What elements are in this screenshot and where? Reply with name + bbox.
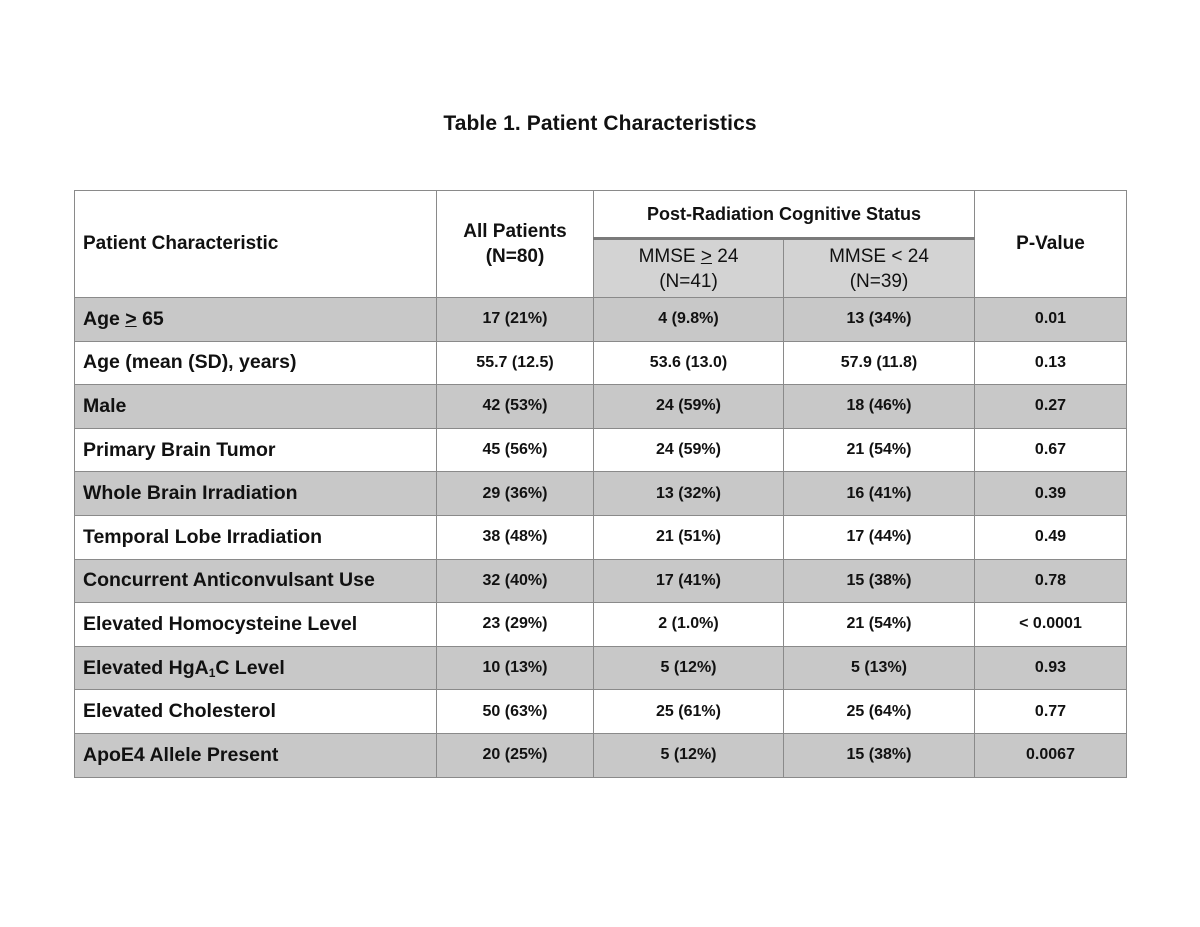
cell-p-value: 0.39 <box>975 472 1127 516</box>
cell-mmse-ge-24: 5 (12%) <box>594 733 784 777</box>
header-mmse-lt-24 <box>784 239 975 298</box>
table-row <box>75 646 1127 690</box>
row-label: Elevated Homocysteine Level <box>75 603 437 647</box>
header-mmse-lt-label: MMSE < 24 <box>829 245 929 267</box>
cell-mmse-lt-24: 25 (64%) <box>784 690 975 734</box>
row-label-prefix: Elevated HgA <box>83 656 209 679</box>
row-label: Male <box>75 385 437 429</box>
greater-equal-symbol: > <box>700 245 712 267</box>
patient-characteristics-table <box>74 190 1127 778</box>
cell-mmse-ge-24: 5 (12%) <box>594 646 784 690</box>
row-label: Elevated Cholesterol <box>75 690 437 734</box>
cell-p-value: 0.27 <box>975 385 1127 429</box>
header-mmse-ge-prefix: MMSE <box>638 245 701 267</box>
header-all-patients-label: All Patients <box>463 221 567 242</box>
cell-p-value: 0.93 <box>975 646 1127 690</box>
cell-mmse-ge-24: 21 (51%) <box>594 515 784 559</box>
table-row <box>75 515 1127 559</box>
cell-all-patients: 38 (48%) <box>437 515 594 559</box>
header-mmse-lt-n: (N=39) <box>849 270 909 292</box>
cell-mmse-lt-24: 21 (54%) <box>784 428 975 472</box>
table-row <box>75 559 1127 603</box>
cell-all-patients: 32 (40%) <box>437 559 594 603</box>
table-row <box>75 603 1127 647</box>
table-row <box>75 341 1127 385</box>
table-row <box>75 385 1127 429</box>
cell-mmse-ge-24: 53.6 (13.0) <box>594 341 784 385</box>
cell-mmse-ge-24: 4 (9.8%) <box>594 298 784 342</box>
row-label: Whole Brain Irradiation <box>75 472 437 516</box>
cell-mmse-lt-24: 15 (38%) <box>784 733 975 777</box>
table-row <box>75 733 1127 777</box>
row-label: ApoE4 Allele Present <box>75 733 437 777</box>
cell-mmse-lt-24: 18 (46%) <box>784 385 975 429</box>
cell-p-value: 0.78 <box>975 559 1127 603</box>
table-row <box>75 298 1127 342</box>
row-label: Age (mean (SD), years) <box>75 341 437 385</box>
cell-all-patients: 45 (56%) <box>437 428 594 472</box>
header-all-patients-n: (N=80) <box>485 246 545 267</box>
cell-p-value: 0.0067 <box>975 733 1127 777</box>
cell-mmse-lt-24: 5 (13%) <box>784 646 975 690</box>
header-mmse-ge-n: (N=41) <box>659 270 718 292</box>
table-row <box>75 428 1127 472</box>
cell-p-value: < 0.0001 <box>975 603 1127 647</box>
header-all-patients <box>437 191 594 298</box>
cell-mmse-lt-24: 17 (44%) <box>784 515 975 559</box>
header-patient-characteristic: Patient Characteristic <box>75 191 437 298</box>
cell-all-patients: 20 (25%) <box>437 733 594 777</box>
cell-p-value: 0.13 <box>975 341 1127 385</box>
header-mmse-ge-24 <box>594 239 784 298</box>
header-mmse-ge-suffix: 24 <box>711 245 739 267</box>
cell-mmse-ge-24: 24 (59%) <box>594 385 784 429</box>
row-label: Concurrent Anticonvulsant Use <box>75 559 437 603</box>
cell-all-patients: 23 (29%) <box>437 603 594 647</box>
cell-p-value: 0.67 <box>975 428 1127 472</box>
greater-equal-symbol: > <box>125 307 137 330</box>
cell-all-patients: 17 (21%) <box>437 298 594 342</box>
cell-mmse-ge-24: 13 (32%) <box>594 472 784 516</box>
row-label-age-65 <box>75 298 437 342</box>
cell-mmse-ge-24: 24 (59%) <box>594 428 784 472</box>
cell-all-patients: 42 (53%) <box>437 385 594 429</box>
row-label-hga1c <box>75 646 437 690</box>
cell-p-value: 0.49 <box>975 515 1127 559</box>
header-post-radiation-status: Post-Radiation Cognitive Status <box>594 191 975 239</box>
cell-all-patients: 29 (36%) <box>437 472 594 516</box>
cell-mmse-ge-24: 17 (41%) <box>594 559 784 603</box>
cell-p-value: 0.77 <box>975 690 1127 734</box>
cell-mmse-lt-24: 15 (38%) <box>784 559 975 603</box>
cell-mmse-ge-24: 2 (1.0%) <box>594 603 784 647</box>
row-label: Primary Brain Tumor <box>75 428 437 472</box>
cell-p-value: 0.01 <box>975 298 1127 342</box>
row-label-suffix: 65 <box>136 307 164 330</box>
table-title: Table 1. Patient Characteristics <box>443 112 757 135</box>
cell-all-patients: 10 (13%) <box>437 646 594 690</box>
cell-mmse-ge-24: 25 (61%) <box>594 690 784 734</box>
table-row <box>75 690 1127 734</box>
cell-all-patients: 50 (63%) <box>437 690 594 734</box>
subscript-one: 1 <box>208 665 216 680</box>
cell-mmse-lt-24: 21 (54%) <box>784 603 975 647</box>
cell-mmse-lt-24: 57.9 (11.8) <box>784 341 975 385</box>
cell-mmse-lt-24: 16 (41%) <box>784 472 975 516</box>
row-label-prefix: Age <box>83 307 126 330</box>
cell-all-patients: 55.7 (12.5) <box>437 341 594 385</box>
header-p-value: P-Value <box>975 191 1127 298</box>
table-row <box>75 472 1127 516</box>
row-label-suffix: C Level <box>215 656 285 679</box>
row-label: Temporal Lobe Irradiation <box>75 515 437 559</box>
cell-mmse-lt-24: 13 (34%) <box>784 298 975 342</box>
